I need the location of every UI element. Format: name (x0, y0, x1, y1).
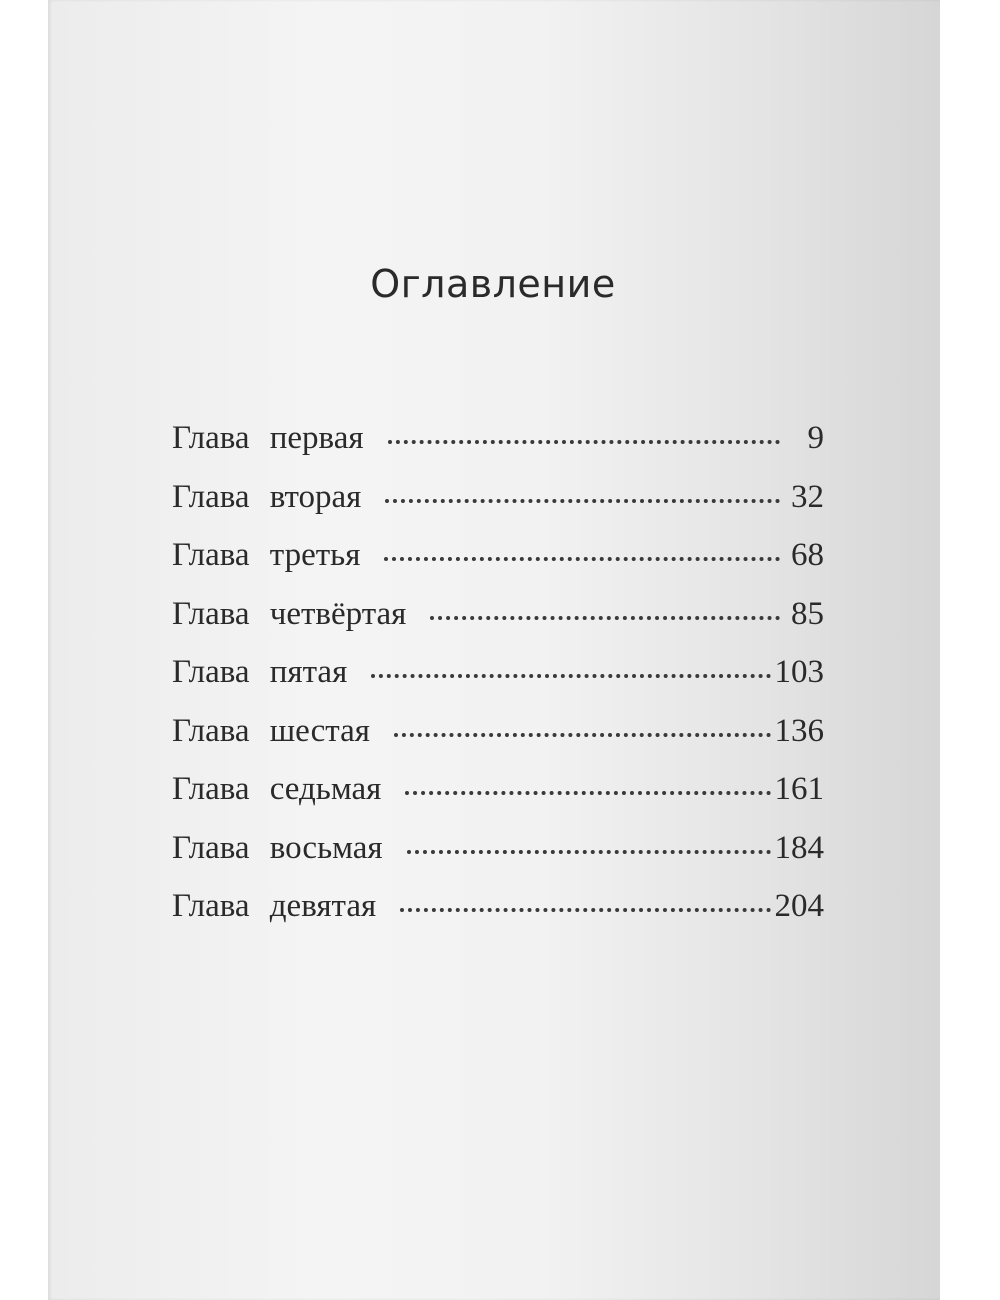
dot-leader (400, 908, 770, 912)
page-number: 85 (791, 595, 824, 632)
table-of-contents (172, 420, 824, 947)
toc-entry (172, 420, 824, 479)
dot-leader (407, 850, 771, 854)
toc-entry (172, 537, 824, 596)
toc-entry (172, 654, 824, 713)
toc-entry (172, 771, 824, 830)
page-number: 161 (774, 771, 824, 807)
dot-leader (385, 499, 780, 503)
toc-entry (172, 888, 824, 947)
dot-leader (388, 440, 780, 444)
chapter-title: Глава первая (172, 420, 364, 456)
toc-entry (172, 479, 824, 538)
page-number: 204 (774, 888, 824, 924)
page-number: 184 (774, 829, 824, 866)
chapter-title: Глава девятая (172, 888, 377, 924)
page-number: 103 (774, 654, 824, 690)
dot-leader (394, 733, 771, 737)
chapter-title: Глава шестая (172, 712, 370, 749)
chapter-title: Глава четвёртая (172, 595, 407, 632)
toc-entry (172, 830, 824, 889)
chapter-title: Глава вторая (172, 478, 362, 515)
dot-leader (405, 791, 770, 795)
toc-entry (172, 713, 824, 772)
page-number: 9 (807, 420, 824, 456)
chapter-title: Глава седьмая (172, 771, 382, 807)
dot-leader (371, 674, 770, 678)
chapter-title: Глава восьмая (172, 829, 383, 866)
page-title: Оглавление (370, 262, 616, 306)
toc-entry (172, 596, 824, 655)
chapter-title: Глава пятая (172, 654, 348, 690)
page-number: 68 (791, 537, 824, 573)
dot-leader (430, 616, 780, 620)
page-number: 136 (774, 712, 824, 749)
chapter-title: Глава третья (172, 537, 361, 573)
dot-leader (384, 557, 780, 561)
page-number: 32 (791, 478, 824, 515)
